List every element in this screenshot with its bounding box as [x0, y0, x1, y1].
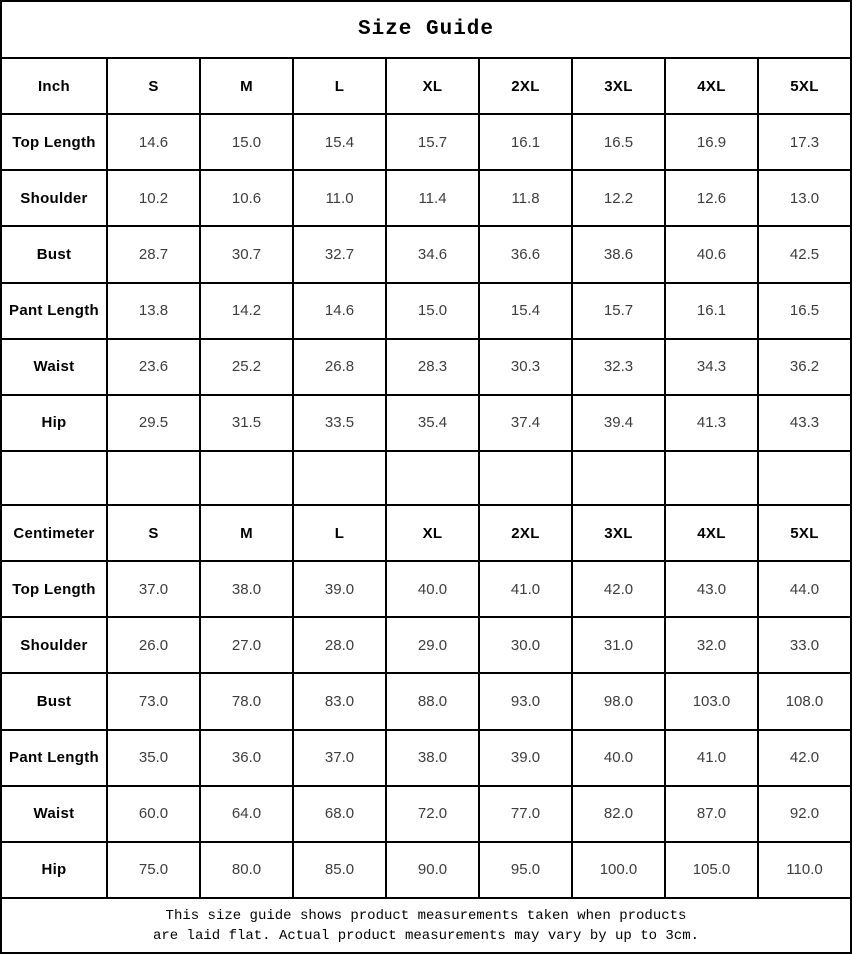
measurement-value: 15.7 [572, 283, 665, 339]
measurement-value: 37.4 [479, 395, 572, 451]
measurement-value: 30.0 [479, 617, 572, 673]
measurement-value: 30.7 [200, 226, 293, 282]
measurement-value: 39.4 [572, 395, 665, 451]
measurement-value: 42.5 [758, 226, 851, 282]
measurement-value: 108.0 [758, 673, 851, 729]
measurement-value: 40.0 [386, 561, 479, 617]
measurement-value: 88.0 [386, 673, 479, 729]
size-header: 3XL [572, 58, 665, 114]
measurement-value: 32.7 [293, 226, 386, 282]
size-header: 2XL [479, 58, 572, 114]
measurement-value: 29.5 [107, 395, 200, 451]
row-label: Bust [1, 226, 107, 282]
measurement-value: 15.0 [200, 114, 293, 170]
measurement-value: 34.6 [386, 226, 479, 282]
measurement-value: 33.5 [293, 395, 386, 451]
measurement-value: 15.7 [386, 114, 479, 170]
measurement-value: 38.0 [200, 561, 293, 617]
measurement-value: 12.2 [572, 170, 665, 226]
measurement-value: 28.3 [386, 339, 479, 395]
measurement-value: 100.0 [572, 842, 665, 898]
measurement-value: 16.9 [665, 114, 758, 170]
spacer-cell [293, 451, 386, 505]
measurement-value: 75.0 [107, 842, 200, 898]
measurement-value: 110.0 [758, 842, 851, 898]
measurement-value: 40.6 [665, 226, 758, 282]
footer-note [1, 898, 851, 953]
size-header: XL [386, 58, 479, 114]
spacer-cell [200, 451, 293, 505]
spacer-cell [386, 451, 479, 505]
spacer-cell [479, 451, 572, 505]
measurement-value: 23.6 [107, 339, 200, 395]
measurement-value: 43.3 [758, 395, 851, 451]
spacer-cell [665, 451, 758, 505]
measurement-value: 29.0 [386, 617, 479, 673]
measurement-value: 15.0 [386, 283, 479, 339]
measurement-value: 13.0 [758, 170, 851, 226]
measurement-value: 26.8 [293, 339, 386, 395]
measurement-value: 34.3 [665, 339, 758, 395]
measurement-value: 38.0 [386, 730, 479, 786]
measurement-value: 26.0 [107, 617, 200, 673]
measurement-value: 15.4 [479, 283, 572, 339]
size-header: L [293, 58, 386, 114]
size-header: L [293, 505, 386, 561]
row-label: Top Length [1, 114, 107, 170]
page-title: Size Guide [1, 1, 851, 58]
unit-header-1: Centimeter [1, 505, 107, 561]
measurement-value: 87.0 [665, 786, 758, 842]
measurement-value: 28.7 [107, 226, 200, 282]
row-label: Waist [1, 786, 107, 842]
measurement-value: 33.0 [758, 617, 851, 673]
measurement-value: 15.4 [293, 114, 386, 170]
measurement-value: 25.2 [200, 339, 293, 395]
row-label: Shoulder [1, 617, 107, 673]
measurement-value: 42.0 [572, 561, 665, 617]
measurement-value: 41.0 [479, 561, 572, 617]
measurement-value: 80.0 [200, 842, 293, 898]
measurement-value: 10.6 [200, 170, 293, 226]
measurement-value: 36.6 [479, 226, 572, 282]
measurement-value: 77.0 [479, 786, 572, 842]
measurement-value: 14.6 [293, 283, 386, 339]
measurement-value: 37.0 [107, 561, 200, 617]
measurement-value: 68.0 [293, 786, 386, 842]
measurement-value: 32.3 [572, 339, 665, 395]
measurement-value: 10.2 [107, 170, 200, 226]
size-header: 4XL [665, 505, 758, 561]
measurement-value: 35.4 [386, 395, 479, 451]
measurement-value: 44.0 [758, 561, 851, 617]
measurement-value: 41.0 [665, 730, 758, 786]
measurement-value: 105.0 [665, 842, 758, 898]
size-header: 3XL [572, 505, 665, 561]
row-label: Hip [1, 395, 107, 451]
measurement-value: 39.0 [479, 730, 572, 786]
size-header: M [200, 505, 293, 561]
measurement-value: 32.0 [665, 617, 758, 673]
measurement-value: 35.0 [107, 730, 200, 786]
measurement-value: 82.0 [572, 786, 665, 842]
measurement-value: 43.0 [665, 561, 758, 617]
measurement-value: 16.1 [665, 283, 758, 339]
measurement-value: 30.3 [479, 339, 572, 395]
measurement-value: 17.3 [758, 114, 851, 170]
measurement-value: 11.0 [293, 170, 386, 226]
measurement-value: 31.5 [200, 395, 293, 451]
size-header: XL [386, 505, 479, 561]
measurement-value: 90.0 [386, 842, 479, 898]
measurement-value: 16.5 [758, 283, 851, 339]
measurement-value: 83.0 [293, 673, 386, 729]
measurement-value: 64.0 [200, 786, 293, 842]
measurement-value: 72.0 [386, 786, 479, 842]
measurement-value: 78.0 [200, 673, 293, 729]
size-header: 2XL [479, 505, 572, 561]
size-header: S [107, 58, 200, 114]
measurement-value: 98.0 [572, 673, 665, 729]
measurement-value: 40.0 [572, 730, 665, 786]
size-header: 4XL [665, 58, 758, 114]
row-label: Bust [1, 673, 107, 729]
measurement-value: 12.6 [665, 170, 758, 226]
spacer-cell [572, 451, 665, 505]
measurement-value: 36.2 [758, 339, 851, 395]
measurement-value: 38.6 [572, 226, 665, 282]
measurement-value: 92.0 [758, 786, 851, 842]
row-label: Shoulder [1, 170, 107, 226]
measurement-value: 11.4 [386, 170, 479, 226]
measurement-value: 13.8 [107, 283, 200, 339]
measurement-value: 14.2 [200, 283, 293, 339]
measurement-value: 42.0 [758, 730, 851, 786]
size-header: 5XL [758, 58, 851, 114]
measurement-value: 11.8 [479, 170, 572, 226]
measurement-value: 36.0 [200, 730, 293, 786]
row-label: Pant Length [1, 283, 107, 339]
measurement-value: 37.0 [293, 730, 386, 786]
row-label: Pant Length [1, 730, 107, 786]
spacer-cell [1, 451, 107, 505]
measurement-value: 16.1 [479, 114, 572, 170]
measurement-value: 28.0 [293, 617, 386, 673]
measurement-value: 16.5 [572, 114, 665, 170]
measurement-value: 31.0 [572, 617, 665, 673]
size-header: M [200, 58, 293, 114]
measurement-value: 73.0 [107, 673, 200, 729]
measurement-value: 95.0 [479, 842, 572, 898]
footer-line1: This size guide shows product measurements taken when products [165, 907, 687, 924]
size-header: 5XL [758, 505, 851, 561]
measurement-value: 93.0 [479, 673, 572, 729]
measurement-value: 103.0 [665, 673, 758, 729]
spacer-cell [758, 451, 851, 505]
measurement-value: 39.0 [293, 561, 386, 617]
measurement-value: 60.0 [107, 786, 200, 842]
row-label: Hip [1, 842, 107, 898]
footer-line2: are laid flat. Actual product measurements may vary by up to 3cm. [152, 927, 700, 944]
row-label: Waist [1, 339, 107, 395]
size-header: S [107, 505, 200, 561]
measurement-value: 85.0 [293, 842, 386, 898]
measurement-value: 41.3 [665, 395, 758, 451]
measurement-value: 14.6 [107, 114, 200, 170]
unit-header-0: Inch [1, 58, 107, 114]
row-label: Top Length [1, 561, 107, 617]
spacer-cell [107, 451, 200, 505]
measurement-value: 27.0 [200, 617, 293, 673]
